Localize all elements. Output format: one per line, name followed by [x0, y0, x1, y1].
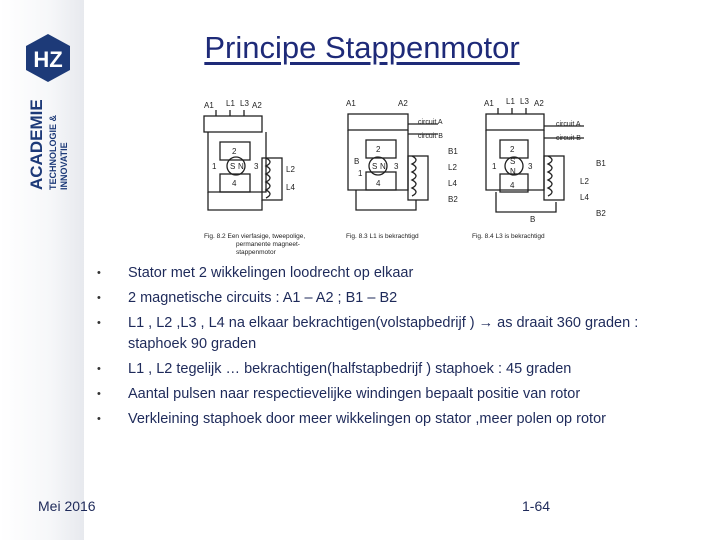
hz-logo-icon: [22, 32, 74, 84]
svg-text:A1: A1: [204, 101, 214, 110]
svg-text:L1: L1: [226, 99, 235, 108]
svg-text:A2: A2: [252, 101, 262, 110]
svg-text:Fig. 8.2 Een vierfasige, tweep: Fig. 8.2 Een vierfasige, tweepolige,: [204, 233, 306, 240]
diagram-1-labels: [204, 99, 305, 256]
svg-text:circuit A: circuit A: [556, 121, 581, 128]
svg-text:3: 3: [394, 162, 399, 171]
svg-text:circuit A: circuit A: [418, 119, 443, 126]
diagram-3-labels: [472, 97, 606, 240]
bullet-item-4: • L1 , L2 tegelijk … bekrachtigen(halfstapbedrijf ) staphoek : 45 graden: [92, 359, 692, 380]
svg-text:L2: L2: [448, 163, 457, 172]
svg-text:TECHNOLOGIE &: TECHNOLOGIE &: [48, 114, 58, 190]
svg-text:B2: B2: [448, 195, 458, 204]
svg-text:S: S: [510, 157, 516, 166]
svg-text:3: 3: [254, 162, 259, 171]
svg-text:L3: L3: [520, 97, 529, 106]
svg-text:stappenmotor: stappenmotor: [236, 249, 276, 256]
bullet-item-2: • 2 magnetische circuits : A1 – A2 ; B1 – B2: [92, 288, 692, 309]
svg-text:HZ: HZ: [33, 47, 63, 72]
svg-text:permanente magneet-: permanente magneet-: [236, 241, 300, 248]
bullet-item-5: • Aantal pulsen naar respectievelijke windingen bepaalt positie van rotor: [92, 384, 692, 405]
svg-text:B1: B1: [448, 147, 458, 156]
svg-text:S: S: [230, 162, 236, 171]
svg-text:N: N: [510, 167, 516, 176]
svg-text:4: 4: [232, 179, 237, 188]
svg-text:1: 1: [492, 162, 497, 171]
diagram-2: [348, 114, 438, 210]
svg-text:A1: A1: [346, 99, 356, 108]
academie-wordmark: [18, 96, 74, 192]
bullet-item-3: • L1 , L2 ,L3 , L4 na elkaar bekrachtigen(volstapbedrijf ) → as draait 360 graden : staphoek 90 graden: [92, 313, 692, 355]
stepper-motor-figure: [196, 94, 616, 260]
svg-text:S: S: [372, 162, 378, 171]
svg-text:circuit B: circuit B: [556, 135, 581, 142]
svg-text:2: 2: [510, 145, 515, 154]
svg-text:B2: B2: [596, 209, 606, 218]
diagram-1: [204, 110, 282, 210]
sidebar-band: [0, 0, 84, 540]
page-number: 1-64: [522, 498, 551, 514]
bullet-item-1: • Stator met 2 wikkelingen loodrecht op elkaar: [92, 263, 692, 284]
svg-text:3: 3: [528, 162, 533, 171]
svg-text:circuit B: circuit B: [418, 133, 443, 140]
svg-text:B1: B1: [596, 159, 606, 168]
svg-text:L2: L2: [580, 177, 589, 186]
svg-text:B: B: [530, 215, 536, 224]
svg-text:A2: A2: [398, 99, 408, 108]
svg-text:ACADEMIE: ACADEMIE: [27, 99, 46, 190]
svg-text:A1: A1: [484, 99, 494, 108]
svg-text:N: N: [380, 162, 386, 171]
svg-text:L4: L4: [286, 183, 295, 192]
svg-text:A2: A2: [534, 99, 544, 108]
svg-text:B: B: [354, 157, 360, 166]
svg-text:4: 4: [510, 181, 515, 190]
page-title: Principe Stappenmotor: [204, 30, 520, 65]
svg-text:N: N: [238, 162, 244, 171]
diagram-2-labels: [346, 99, 458, 240]
svg-text:2: 2: [376, 145, 381, 154]
svg-text:1: 1: [358, 169, 363, 178]
svg-text:2: 2: [232, 147, 237, 156]
svg-text:L4: L4: [580, 193, 589, 202]
footer-date: Mei 2016: [38, 498, 96, 514]
svg-text:Fig. 8.4 L3 is bekrachtigd: Fig. 8.4 L3 is bekrachtigd: [472, 233, 545, 240]
svg-text:INNOVATIE: INNOVATIE: [59, 142, 69, 190]
svg-text:L4: L4: [448, 179, 457, 188]
svg-text:4: 4: [376, 179, 381, 188]
bullet-list: [92, 263, 692, 434]
svg-text:L2: L2: [286, 165, 295, 174]
svg-text:Fig. 8.3 L1 is bekrachtigd: Fig. 8.3 L1 is bekrachtigd: [346, 233, 419, 240]
svg-text:L1: L1: [506, 97, 515, 106]
bullet-item-6: • Verkleining staphoek door meer wikkelingen op stator ,meer polen op rotor: [92, 409, 692, 430]
svg-text:1: 1: [212, 162, 217, 171]
svg-text:L3: L3: [240, 99, 249, 108]
